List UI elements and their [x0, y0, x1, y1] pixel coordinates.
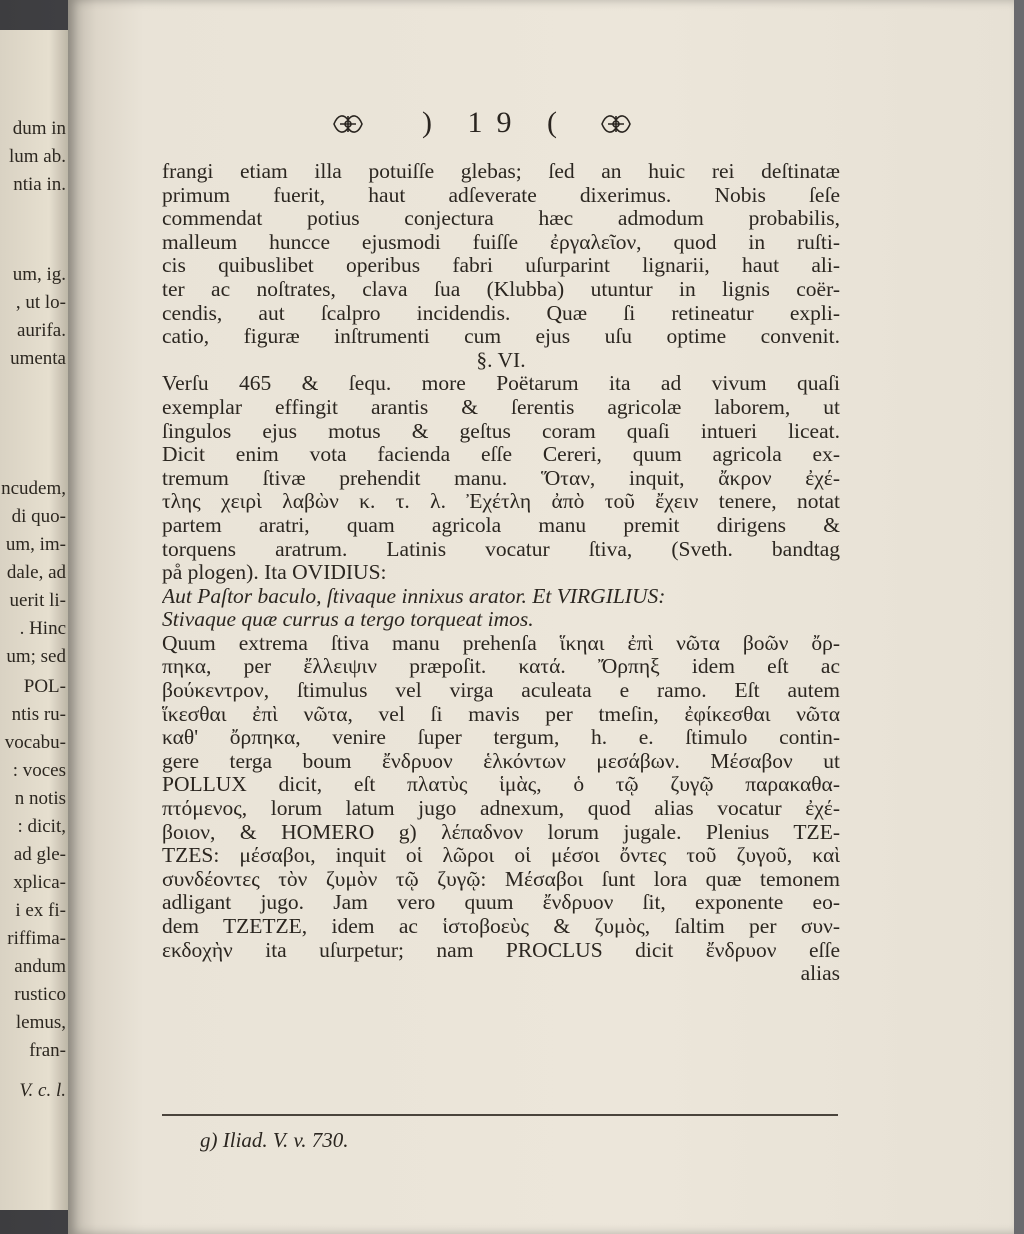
text-line: frangi etiam illa potuiſſe glebas; ſed an huic rei deſtinatæ [162, 160, 840, 183]
prev-page-fragment: lemus, [15, 1012, 66, 1033]
page-number: ) 19 ( [422, 106, 571, 139]
prev-page-fragment: . Hinc [19, 618, 66, 639]
text-line: Verſu 465 & ſequ. more Poëtarum ita ad vivum quaſi [162, 372, 840, 396]
text-line: partem aratri, quam agricola manu premit dirigens & [162, 513, 840, 537]
text-line: Stivaque quæ currus a tergo torqueat imos. [162, 608, 534, 632]
fleuron-icon [330, 110, 366, 138]
text-line: malleum huncce ejusmodi fuiſſe ἐργαλεῖον, quod in ruſti- [162, 230, 840, 254]
text-line: tremum ſtivæ prehendit manu. Ὅταν, inquit, ἄκρον ἐχέ- [162, 466, 840, 490]
prev-page-fragment: fran- [29, 1040, 66, 1061]
text-line: cendis, aut ſcalpro incidendis. Quæ ſi retineatur expli- [162, 301, 840, 325]
prev-page-fragment: n notis [14, 788, 66, 809]
text-line: καθ' ὄρπηκα, venire ſuper tergum, h. e. ſtimulo contin- [162, 726, 840, 750]
text-line: Aut Paſtor baculo, ſtivaque innixus arator. Et VIRGILIUS: [162, 584, 666, 608]
text-line: βούκεντρον, ſtimulus vel virga aculeata e ramo. Eſt autem [162, 679, 840, 703]
prev-page-fragment: dum in [12, 118, 66, 139]
prev-page-fragment: POL- [23, 676, 66, 697]
text-line: ἵκεσθαι ἐπὶ νῶτα, vel ſi mavis per tmeſin, ἐφίκεσθαι νῶτα [162, 702, 840, 726]
text-line: POLLUX dicit, eſt πλατὺς ἱμὰς, ὁ τῷ ζυγῷ παρακαθα- [162, 773, 840, 797]
prev-page-fragment: V. c. l. [19, 1080, 66, 1101]
prev-page-fragment: xplica- [13, 872, 66, 893]
text-line: βοιον, & HOMERO g) λέπαδνον lorum jugale. Plenius TZE- [162, 820, 840, 844]
text-line: på plogen). Ita OVIDIUS: [162, 561, 387, 585]
text-line: catio, figuræ inſtrumenti cum ejus uſu optime convenit. [162, 325, 840, 349]
fleuron-icon [598, 110, 634, 138]
text-line: πηκα, per ἔλλειψιν præpoſit. κατά. Ὄρπηξ idem eſt ac [162, 655, 840, 679]
prev-page-fragment: vocabu- [4, 732, 66, 753]
prev-page-fragment: i ex fi- [15, 900, 66, 921]
page-header [330, 108, 650, 148]
prev-page-fragment: um, ig. [12, 264, 66, 285]
text-line: alias [800, 962, 840, 986]
prev-page-fragment: rustico [14, 984, 66, 1005]
text-line: gere terga boum ἔνδρυον ἑλκόντων μεσάβων. Μέσαβον ut [162, 749, 840, 773]
prev-page-fragment: ntis ru- [11, 704, 66, 725]
text-line: dem TZETZE, idem ac ἱστοβοεὺς & ζυμὸς, ſaltim per συν- [162, 915, 840, 938]
text-line: Quum extrema ſtiva manu prehenſa ἵκηαι ἐπὶ νῶτα βοῶν ὄρ- [162, 631, 840, 655]
text-line: cis quibuslibet operibus fabri uſurparint lignarii, haut ali- [162, 254, 840, 278]
section-heading: §. VI. [476, 348, 526, 372]
text-line: Dicit enim vota facienda eſſe Cereri, quum agricola ex- [162, 443, 840, 467]
prev-page-fragment: andum [14, 956, 66, 977]
text-line: εκδοχὴν ita uſurpetur; nam PROCLUS dicit ἔνδρυον eſſe [162, 938, 840, 962]
prev-page-fragment: ad gle- [13, 844, 66, 865]
text-line: ter ac noſtrates, clava ſua (Klubba) utuntur in lignis coër- [162, 277, 840, 301]
prev-page-fragment: dale, ad [6, 562, 66, 583]
body-text [162, 160, 840, 986]
prev-page-fragment: um; sed [6, 646, 66, 667]
prev-page-fragment: riffima- [7, 928, 66, 949]
text-line: exemplar effingit arantis & ſerentis agricolæ laborem, ut [162, 395, 840, 419]
footnote-rule [162, 1114, 838, 1116]
prev-page-fragment: : dicit, [17, 816, 66, 837]
prev-page-fragment: aurifa. [16, 320, 66, 341]
text-line: ſingulos ejus motus & geſtus coram quaſi intueri liceat. [162, 419, 840, 443]
previous-page-edge [0, 30, 70, 1210]
prev-page-fragment: um, im- [5, 534, 66, 555]
text-line: πτόμενος, lorum latum jugo adnexum, quod alias vocatur ἐχέ- [162, 797, 840, 821]
prev-page-fragment: uerit li- [9, 590, 66, 611]
prev-page-fragment: lum ab. [9, 146, 66, 167]
prev-page-fragment: di quo- [11, 506, 66, 527]
text-line: primum fuerit, haut adſeverate dixerimus. Nobis ſeſe [162, 183, 840, 207]
prev-page-fragment: ncudem, [1, 478, 66, 499]
text-line: συνδέοντες τὸν ζυμὸν τῷ ζυγῷ: Μέσαβοι ſunt lora quæ temonem [162, 867, 840, 891]
text-line: TZES: μέσαβοι, inquit οἱ λῶροι οἱ μέσοι ὄντες τοῦ ζυγοῦ, καὶ [162, 844, 840, 868]
text-line: torquens aratrum. Latinis vocatur ſtiva, (Sveth. bandtag [162, 537, 840, 561]
prev-page-fragment: umenta [10, 348, 66, 369]
prev-page-fragment: , ut lo- [15, 292, 66, 313]
prev-page-fragment: : voces [12, 760, 66, 781]
footnote: g) Iliad. V. v. 730. [200, 1128, 349, 1152]
text-line: τλης χειρὶ λαβὼν κ. τ. λ. Ἐχέτλη ἀπὸ τοῦ ἔχειν tenere, notat [162, 490, 840, 514]
text-line: adligant jugo. Jam vero quum ἔνδρυον ſit, exponente eo- [162, 891, 840, 915]
prev-page-fragment: ntia in. [13, 174, 66, 195]
text-line: commendat potius conjectura hæc admodum probabilis, [162, 207, 840, 231]
